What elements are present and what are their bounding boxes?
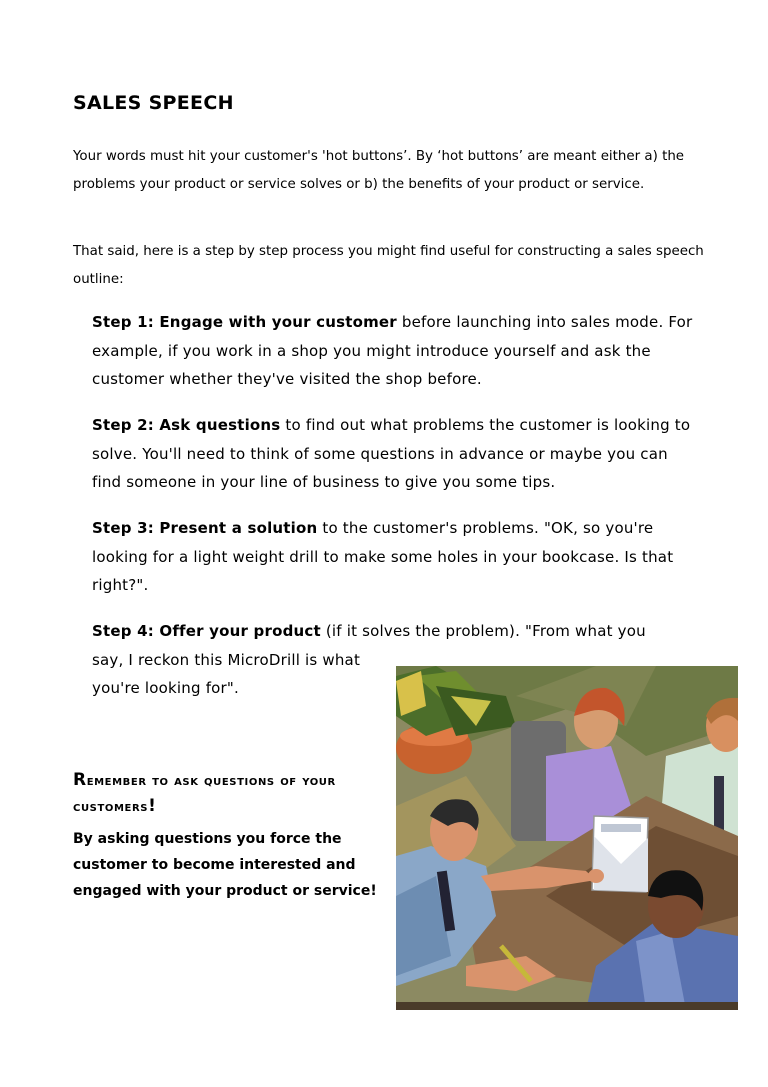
- remember-heading-initial: R: [73, 770, 87, 790]
- page-title: SALES SPEECH: [73, 92, 234, 114]
- remember-heading-text: emember to ask questions of your customers: [73, 773, 336, 815]
- step-item: [92, 308, 702, 394]
- step-text: to find out what problems the customer is looking to solve. You'll need to think of some questions in advance or maybe you can find someone in your line of business to give you some tips.: [92, 416, 691, 491]
- step-item: [92, 411, 702, 497]
- step-item: [92, 514, 702, 600]
- step-heading: Step 4: Offer your product: [92, 622, 321, 640]
- step-text: (if it solves the problem). "From what you: [320, 622, 646, 640]
- step-heading: Step 3: Present a solution: [92, 519, 318, 537]
- step-heading: Step 1: Engage with your customer: [92, 313, 397, 331]
- remember-heading-exclaim: !: [148, 796, 157, 816]
- step-text-wrapped: say, I reckon this MicroDrill is what you're looking for".: [92, 650, 361, 697]
- business-meeting-clipart-icon: [396, 666, 738, 1010]
- intro-paragraph: Your words must hit your customer's 'hot buttons’. By ‘hot buttons’ are meant either a) the problems your product or service solves or b) the benefits of your product or service.: [73, 149, 685, 192]
- intro-paragraph: That said, here is a step by step process you might find useful for constructing a sales speech outline:: [73, 244, 704, 287]
- step-text: to the customer's problems. "OK, so you're looking for a light weight drill to make some holes in your bookcase. Is that right?".: [92, 519, 674, 594]
- remember-text: By asking questions you force the customer to become interested and engaged with your product or service!: [73, 831, 377, 899]
- step-text: before launching into sales mode. For example, if you work in a shop you might introduce yourself and ask the customer whether they've visited the shop before.: [92, 313, 693, 388]
- remember-heading: [73, 768, 373, 820]
- step-heading: Step 2: Ask questions: [92, 416, 281, 434]
